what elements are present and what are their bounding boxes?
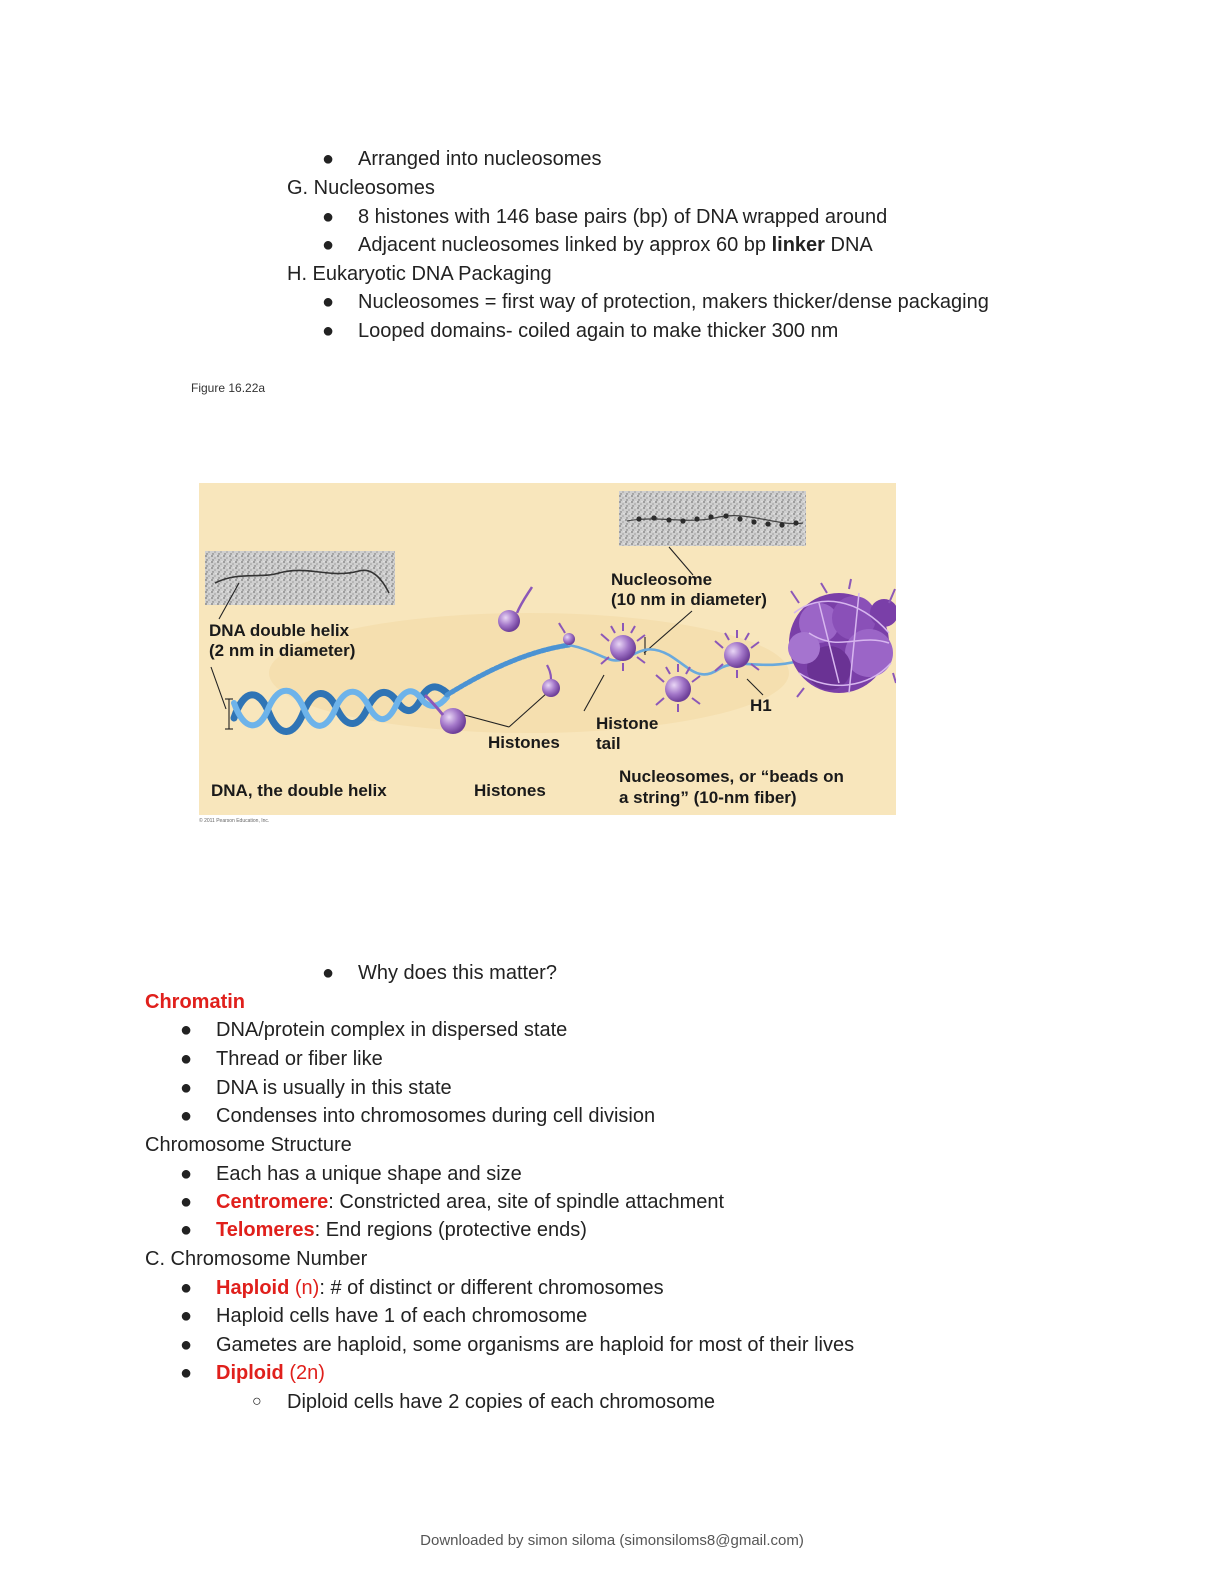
diploid-sub-item: Diploid cells have 2 copies of each chromosome <box>287 1391 715 1413</box>
micrograph-nucleosomes <box>619 491 806 546</box>
bullet-why: Why does this matter? <box>358 962 557 984</box>
bullet-linker: Adjacent nucleosomes linked by approx 60 bp linker DNA <box>358 234 873 256</box>
bullet-dot: ● <box>180 1305 193 1327</box>
label-h1: H1 <box>750 696 772 715</box>
centromere-term: Centromere <box>216 1191 329 1213</box>
heading-chromosome-structure: Chromosome Structure <box>145 1134 352 1156</box>
label-dna-diameter: (2 nm in diameter) <box>209 641 356 660</box>
label-histone-tail-2: tail <box>596 734 621 753</box>
bullet-dot: ● <box>322 320 335 342</box>
caption-nucleosomes-2: a string” (10-nm fiber) <box>619 788 797 807</box>
bullet-dot: ● <box>180 1219 193 1241</box>
number-haploid: Haploid (n): # of distinct or different chromosomes <box>216 1277 664 1299</box>
bullet-dot: ● <box>180 1019 193 1041</box>
micrograph-dna <box>205 551 395 605</box>
structure-centromere: Centromere: Constricted area, site of spindle attachment <box>216 1191 725 1213</box>
haploid-term: Haploid <box>216 1277 290 1299</box>
caption-dna: DNA, the double helix <box>211 781 387 800</box>
bullet-dot: ● <box>180 1105 193 1127</box>
label-dna-double-helix: DNA double helix <box>209 621 350 640</box>
bullet-histones: 8 histones with 146 base pairs (bp) of DNA wrapped around <box>358 206 888 228</box>
figure-label: Figure 16.22a <box>191 381 266 395</box>
bullet-dot: ● <box>322 148 335 170</box>
caption-histones: Histones <box>474 781 546 800</box>
heading-chromosome-number: C. Chromosome Number <box>145 1248 368 1270</box>
bullet-looped: Looped domains- coiled again to make thicker 300 nm <box>358 320 839 342</box>
bullet-dot: ● <box>322 291 335 313</box>
bullet-dot: ● <box>180 1277 193 1299</box>
linker-term: linker <box>771 234 825 256</box>
bullet-dot: ● <box>180 1163 193 1185</box>
bullet-dot: ● <box>180 1048 193 1070</box>
label-nucleosome-diameter: (10 nm in diameter) <box>611 590 767 609</box>
number-item: Gametes are haploid, some organisms are haploid for most of their lives <box>216 1334 855 1356</box>
bullet-dot: ● <box>322 234 335 256</box>
telomeres-term: Telomeres <box>216 1219 315 1241</box>
chromatin-item: Thread or fiber like <box>216 1048 383 1070</box>
bullet-dot: ● <box>322 962 335 984</box>
bullet-dot: ● <box>180 1191 193 1213</box>
heading-chromatin: Chromatin <box>145 991 245 1013</box>
diploid-term: Diploid <box>216 1362 284 1384</box>
bullet-dot: ● <box>180 1362 193 1384</box>
bullet-protection: Nucleosomes = first way of protection, makers thicker/dense packaging <box>358 291 989 313</box>
structure-item: Each has a unique shape and size <box>216 1163 522 1185</box>
bullet-dot: ● <box>322 206 335 228</box>
figure-copyright: © 2011 Pearson Education, Inc. <box>199 818 270 824</box>
label-histone-tail-1: Histone <box>596 714 659 733</box>
sub-bullet-circle: ○ <box>252 1393 262 1410</box>
label-histones-mid: Histones <box>488 733 560 752</box>
heading-packaging: H. Eukaryotic DNA Packaging <box>287 263 552 285</box>
bullet-dot: ● <box>180 1077 193 1099</box>
chromatin-item: DNA/protein complex in dispersed state <box>216 1019 568 1041</box>
structure-telomeres: Telomeres: End regions (protective ends) <box>216 1219 587 1241</box>
chromatin-item: DNA is usually in this state <box>216 1077 452 1099</box>
bullet-arranged: Arranged into nucleosomes <box>358 148 602 170</box>
label-nucleosome: Nucleosome <box>611 570 713 589</box>
number-diploid: Diploid (2n) <box>216 1362 325 1384</box>
figure-nucleosome-diagram <box>199 483 896 815</box>
download-footer: Downloaded by simon siloma (simonsiloms8@gmail.com) <box>420 1532 804 1549</box>
number-item: Haploid cells have 1 of each chromosome <box>216 1305 588 1327</box>
chromatin-item: Condenses into chromosomes during cell division <box>216 1105 656 1127</box>
heading-nucleosomes: G. Nucleosomes <box>287 177 435 199</box>
caption-nucleosomes-1: Nucleosomes, or “beads on <box>619 767 844 786</box>
bullet-dot: ● <box>180 1334 193 1356</box>
